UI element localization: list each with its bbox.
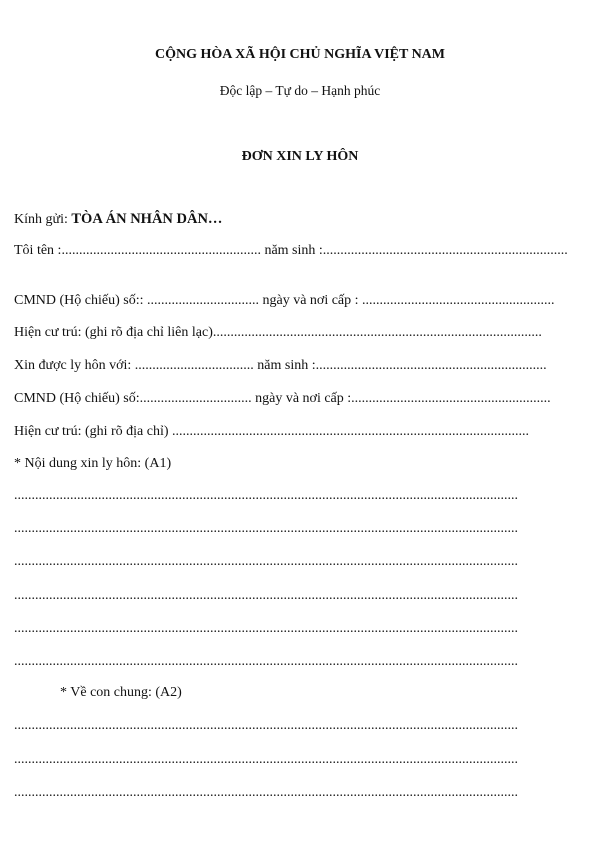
id-label-2: CMND (Hộ chiếu) số: [14,391,140,406]
name-line[interactable] [14,242,568,260]
divorce-with-label: Xin được ly hôn với: [14,358,135,373]
content-blank-line[interactable]: ................................................................................................................................................ [14,654,518,669]
content-section-label: * Nội dung xin ly hôn: (A1) [14,456,172,471]
children-section-label: * Về con chung: (A2) [60,685,182,700]
recipient-line [14,210,222,229]
id-line-2[interactable] [14,390,551,408]
children-blank-line[interactable]: ................................................................................................................................................ [14,718,518,733]
recipient-label: Kính gửi: [14,212,68,227]
residence-label-2: Hiện cư trú: (ghi rõ địa chỉ) [14,424,173,439]
residence-line-1[interactable] [14,324,542,342]
residence-field-1[interactable]: .............................................................................................. [212,325,542,340]
birth-year-label: năm sinh : [260,243,323,258]
birth-year-field[interactable]: ...................................................................... [322,243,568,258]
content-blank-line[interactable]: ................................................................................................................................................ [14,588,518,603]
id-place-label-1: ngày và nơi cấp : [259,293,363,308]
birth-year-field-2[interactable]: .................................................................. [315,358,547,373]
name-field[interactable]: ......................................................... [61,243,261,258]
country-heading: CỘNG HÒA XÃ HỘI CHỦ NGHĨA VIỆT NAM [154,47,445,62]
content-blank-line[interactable]: ................................................................................................................................................ [14,554,518,569]
divorce-with-line[interactable] [14,357,547,375]
residence-line-2[interactable] [14,423,529,441]
id-place-field-2[interactable]: ......................................................... [351,391,551,406]
name-label: Tôi tên : [14,243,62,258]
divorce-with-field[interactable]: .................................. [134,358,254,373]
id-place-label-2: ngày và nơi cấp : [251,391,352,406]
content-blank-line[interactable]: ................................................................................................................................................ [14,621,518,636]
residence-label-1: Hiện cư trú: (ghi rõ địa chỉ liên lạc) [14,325,213,340]
id-label-1: CMND (Hộ chiếu) số:: [14,293,147,308]
birth-year-label-2: năm sinh : [253,358,316,373]
id-field-1[interactable]: ................................ [147,293,259,308]
children-blank-line[interactable]: ................................................................................................................................................ [14,752,518,767]
motto: Độc lập – Tự do – Hạnh phúc [219,83,381,98]
content-blank-line[interactable]: ................................................................................................................................................ [14,488,518,503]
content-blank-line[interactable]: ................................................................................................................................................ [14,521,518,536]
form-title: ĐƠN XIN LY HÔN [241,149,359,164]
children-blank-line[interactable]: ................................................................................................................................................ [14,785,518,800]
id-field-2[interactable]: ................................ [139,391,252,406]
id-place-field-1[interactable]: ....................................................... [362,293,555,308]
id-line-1[interactable] [14,292,555,310]
residence-field-2[interactable]: ...................................................................................................... [172,424,530,439]
recipient-value: TÒA ÁN NHÂN DÂN… [71,211,223,227]
